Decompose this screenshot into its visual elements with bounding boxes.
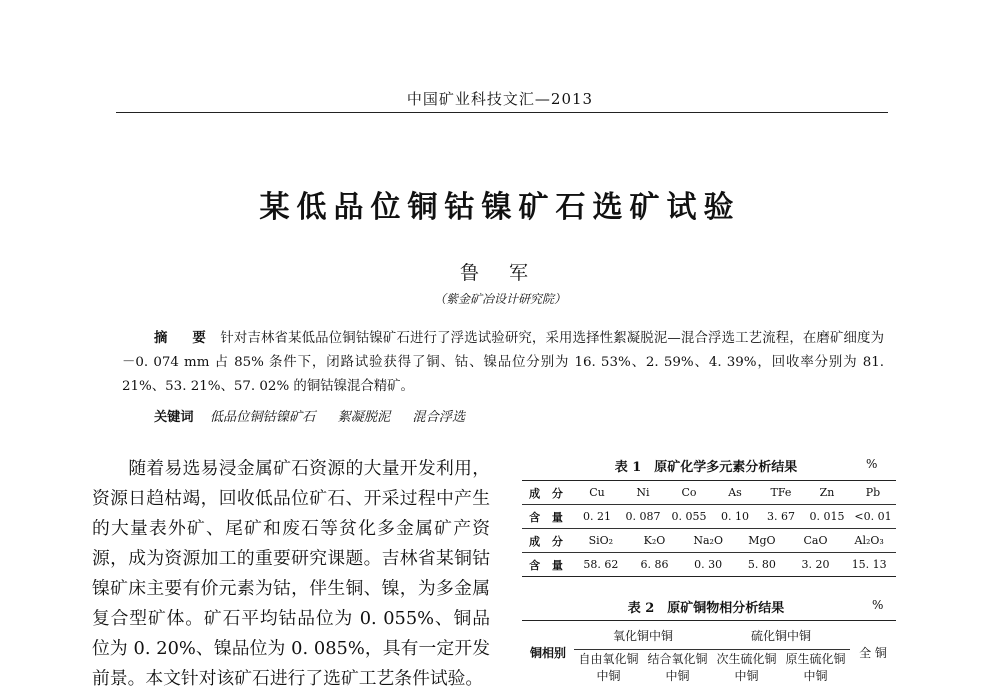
table-cell: Zn bbox=[804, 481, 850, 505]
table-cell: 6. 86 bbox=[640, 558, 669, 571]
table-cell: 含 量 bbox=[522, 553, 574, 577]
table-cell: 含 量 bbox=[522, 505, 574, 529]
running-head: 中国矿业科技文汇—2013 bbox=[406, 90, 594, 108]
table-cell: 自由氧化铜中铜 bbox=[578, 652, 639, 683]
table-cell: 铜相别 bbox=[522, 621, 574, 685]
table-cell: Na₂O bbox=[693, 534, 723, 547]
keywords-label: 关键词 bbox=[154, 410, 194, 425]
table-cell: Co bbox=[666, 481, 712, 505]
table1 bbox=[522, 480, 896, 577]
table-cell: 5. 80 bbox=[747, 558, 776, 571]
keyword: 絮凝脱泥 bbox=[337, 410, 391, 425]
table-cell: Ni bbox=[620, 481, 666, 505]
abstract bbox=[122, 326, 884, 399]
body-paragraph bbox=[92, 454, 490, 694]
table-cell: 0. 087 bbox=[620, 505, 666, 529]
keywords bbox=[154, 406, 483, 425]
table-cell: TFe bbox=[758, 481, 804, 505]
abstract-text: 针对吉林省某低品位铜钴镍矿石进行了浮选试验研究，采用选择性絮凝脱泥—混合浮选工艺流程，在磨矿细度为－0. 074 mm 占 85% 条件下，闭路试验获得了铜、钴、镍品位分别为 16. 53%、2. 59%、4. 39%，回收率分别为 81. 21%、53. 21%、57. 02% 的铜钴镍混合精矿。 bbox=[122, 331, 884, 394]
abstract-label: 摘 要 bbox=[154, 330, 216, 346]
author-affiliation: （紫金矿冶设计研究院） bbox=[433, 292, 566, 306]
table-row bbox=[522, 505, 896, 529]
table-cell: 次生硫化铜中铜 bbox=[716, 652, 777, 683]
table-cell: 3. 67 bbox=[758, 505, 804, 529]
table-row bbox=[522, 650, 896, 685]
table2-title: 表 2 原矿铜物相分析结果 bbox=[627, 601, 785, 616]
table2 bbox=[522, 620, 896, 684]
table-cell: Cu bbox=[574, 481, 620, 505]
table2-unit: % bbox=[872, 598, 884, 612]
table-cell: 0. 015 bbox=[804, 505, 850, 529]
table-cell: 3. 20 bbox=[801, 558, 830, 571]
table-row bbox=[522, 481, 896, 505]
table-cell: <0. 01 bbox=[850, 505, 896, 529]
table-cell: 成 分 bbox=[522, 481, 574, 505]
author-name: 鲁 军 bbox=[459, 262, 541, 284]
table-cell: As bbox=[712, 481, 758, 505]
table-cell: 0. 055 bbox=[666, 505, 712, 529]
table-cell: MgO bbox=[748, 534, 776, 547]
table-cell: 0. 10 bbox=[712, 505, 758, 529]
table-cell: K₂O bbox=[643, 534, 666, 547]
table-cell: Al₂O₃ bbox=[854, 534, 884, 547]
table-cell: SiO₂ bbox=[588, 534, 614, 547]
article-title: 某低品位铜钴镍矿石选矿试验 bbox=[259, 190, 741, 225]
header-rule bbox=[116, 112, 888, 113]
table-cell: 全 铜 bbox=[850, 621, 896, 685]
table-cell: CaO bbox=[803, 534, 828, 547]
table-cell: 原生硫化铜中铜 bbox=[785, 652, 846, 683]
table-cell: 氧化铜中铜 bbox=[574, 621, 712, 650]
table-cell: 0. 21 bbox=[574, 505, 620, 529]
table-row bbox=[522, 553, 896, 577]
table-cell: 58. 62 bbox=[583, 558, 619, 571]
table-cell: 成 分 bbox=[522, 529, 574, 553]
table-row bbox=[522, 529, 896, 553]
table1-unit: % bbox=[866, 457, 878, 471]
table-cell: 0. 30 bbox=[694, 558, 723, 571]
table-cell: 结合氧化铜中铜 bbox=[647, 652, 708, 683]
keyword: 低品位铜钴镍矿石 bbox=[209, 410, 316, 425]
keyword: 混合浮选 bbox=[412, 410, 466, 425]
table-row bbox=[522, 621, 896, 650]
table-cell: 15. 13 bbox=[851, 558, 887, 571]
table-cell: 硫化铜中铜 bbox=[712, 621, 850, 650]
table1-title: 表 1 原矿化学多元素分析结果 bbox=[614, 460, 798, 475]
table-cell: Pb bbox=[850, 481, 896, 505]
body-text: 随着易选易浸金属矿石资源的大量开发利用，资源日趋枯竭，回收低品位矿石、开采过程中产生的大量表外矿、尾矿和废石等贫化多金属矿产资源，成为资源加工的重要研究课题。吉林省某铜钴镍矿床主要有价元素为钴，伴生铜、镍，为多金属复合型矿体。矿石平均钴品位为 0. 055%、铜品位为 0. 20%、镍品位为 0. 085%，具有一定开发前景。本文针对该矿石进行了选矿工艺条件试验。 bbox=[92, 458, 490, 689]
